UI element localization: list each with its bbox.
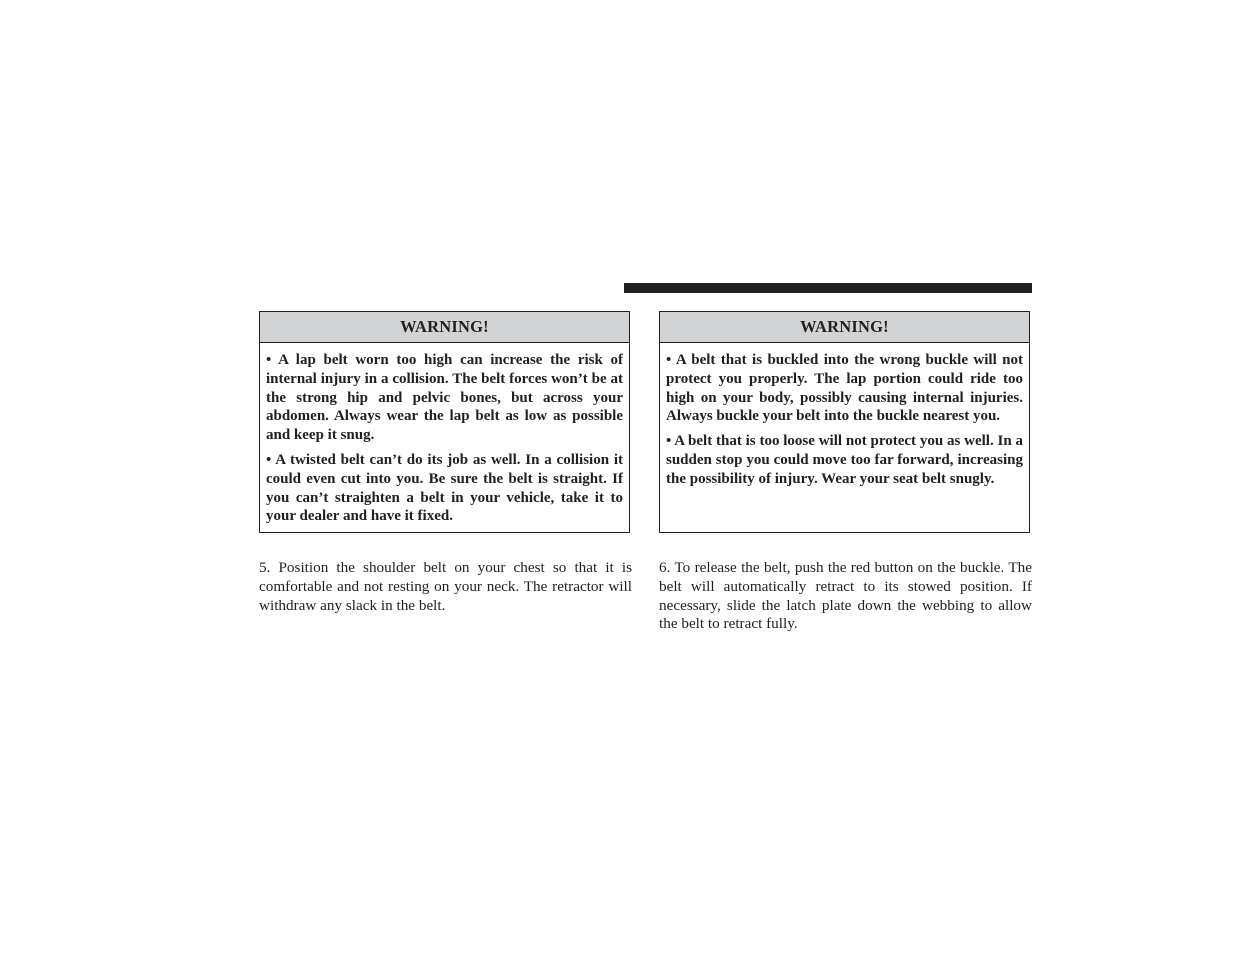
warning-box-lap-belt — [259, 311, 630, 533]
warning-item-loose-belt: • A belt that is too loose will not protect you as well. In a sudden stop you could move too far forward, increasing the possibility of injury. Wear your seat belt snugly. — [666, 433, 1023, 487]
section-header-bar — [624, 283, 1032, 293]
warning-item-lap-belt-height: • A lap belt worn too high can increase the risk of internal injury in a collision. The belt forces won’t be at the strong hip and pelvic bones, but across your abdomen. Always wear the lap belt as low as possible and keep it snug. — [266, 352, 623, 444]
warning-item-twisted-belt: • A twisted belt can’t do its job as well. In a collision it could even cut into you. Be sure the belt is straight. If you can’t straighten a belt in your vehicle, take it to your dealer and have it fixed. — [266, 451, 623, 525]
warning-title: WARNING! — [660, 312, 1029, 343]
warning-title: WARNING! — [260, 312, 629, 343]
warning-body — [260, 343, 629, 526]
step-5-text: 5. Position the shoulder belt on your chest so that it is comfortable and not resting on your neck. The retractor will withdraw any slack in the belt. — [259, 559, 632, 614]
warning-item-wrong-buckle: • A belt that is buckled into the wrong buckle will not protect you properly. The lap portion could ride too high on your body, possibly causing internal injuries. Always buckle your belt into the buckle nearest you. — [666, 352, 1023, 425]
warning-box-buckle — [659, 311, 1030, 533]
step-6-text: 6. To release the belt, push the red button on the buckle. The belt will automatically retract to its stowed position. If necessary, slide the latch plate down the webbing to allow the belt to retract fully. — [659, 559, 1032, 633]
warning-body — [660, 343, 1029, 489]
